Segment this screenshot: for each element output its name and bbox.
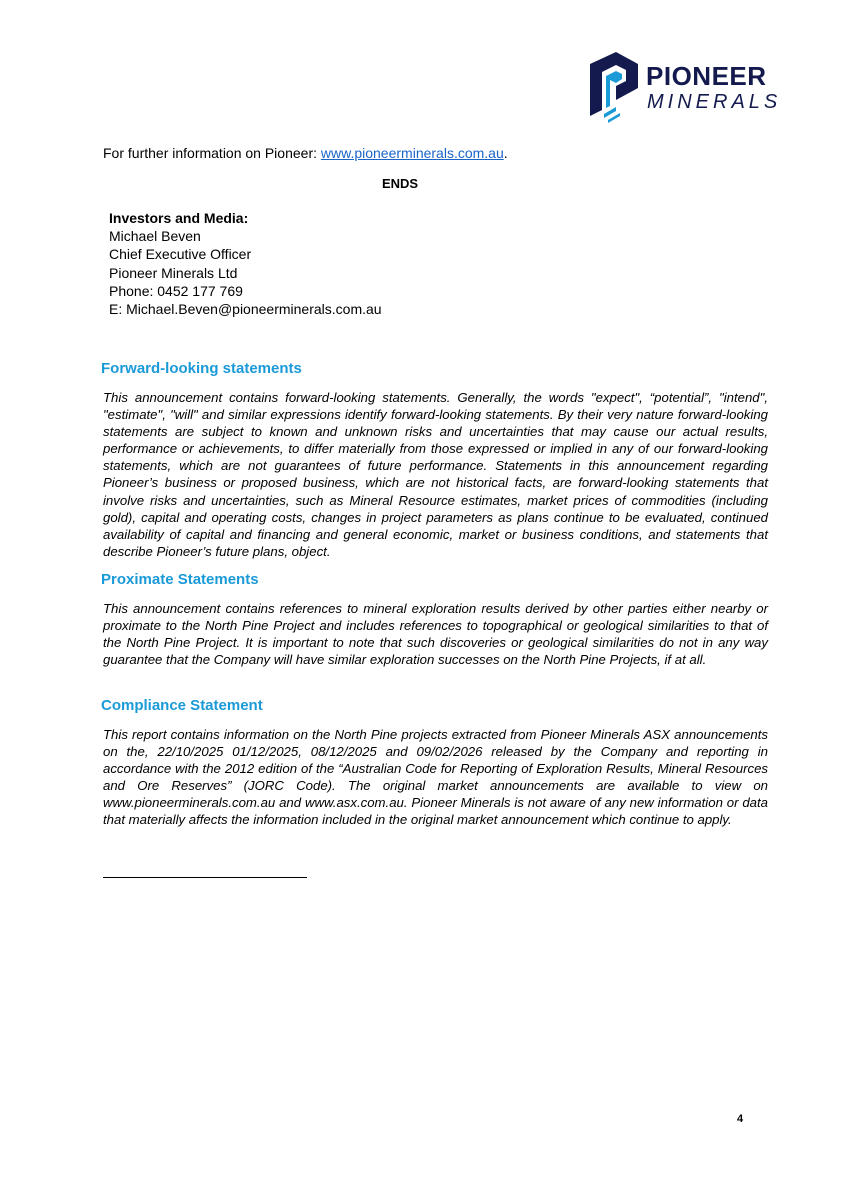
logo-word-pioneer: PIONEER [646, 61, 767, 91]
pioneer-minerals-logo [586, 50, 782, 126]
contact-email: E: Michael.Beven@pioneerminerals.com.au [109, 301, 382, 318]
contact-title: Chief Executive Officer [109, 246, 252, 263]
ends-marker: ENDS [381, 176, 419, 191]
section-body-proximate: This announcement contains references to mineral exploration results derived by other parties either nearby or proximate to the North Pine Project and includes references to topographical or geological similarities to that of the North Pine Project. It is important to note that such discoveries or geological similarities do not in any way guarantee that the Company will have similar exploration successes on the North Pine Projects, if at all. [103, 601, 768, 668]
contact-block [109, 209, 382, 318]
contact-company: Pioneer Minerals Ltd [109, 264, 238, 281]
website-link[interactable]: www.pioneerminerals.com.au [320, 145, 504, 161]
contact-heading: Investors and Media: [109, 210, 249, 226]
footnote-rule [103, 877, 307, 878]
logo-word-minerals: MINERALS [647, 91, 782, 113]
section-body-compliance: This report contains information on the North Pine projects extracted from Pioneer Minerals ASX announcements on the, 22/10/2025 01/12/2025, 08/12/2025 and 09/02/2026 released by the Company and reporting in accordance with the 2012 edition of the “Australian Code for Reporting of Exploration Results, Mineral Resources and Ore Reserves” (JORC Code). The original market announcements are available to view on www.pioneerminerals.com.au and www.asx.com.au. Pioneer Minerals is not aware of any new information or data that materially affects the information included in the original market announcement which continue to apply. [103, 727, 768, 828]
section-title-forward-looking: Forward-looking statements [101, 360, 302, 377]
logo-mark-icon [586, 50, 646, 126]
section-title-compliance: Compliance Statement [101, 697, 263, 714]
section-body-forward-looking: This announcement contains forward-looking statements. Generally, the words "expect", “potential”, "intend", "estimate", "will" and similar expressions identify forward-looking statements. By their very nature forward-looking statements are subject to known and unknown risks and uncertainties that may cause our actual results, performance or achievements, to differ materially from those expressed or implied in any of our forward-looking statements, which are not guarantees of future performance. Statements in this announcement regarding Pioneer’s business or proposed business, which are not historical facts, are forward-looking statements that involve risks and uncertainties, such as Mineral Resource estimates, market prices of commodities (including gold), capital and operating costs, changes in project parameters as plans continue to be evaluated, continued availability of capital and financing and general economic, market or business conditions, and statements that describe Pioneer’s future plans, object. [103, 390, 768, 559]
contact-name: Michael Beven [109, 228, 201, 245]
further-info-prefix: For further information on Pioneer: [103, 145, 321, 161]
further-info-suffix: . [503, 145, 508, 161]
contact-phone: Phone: 0452 177 769 [109, 282, 243, 299]
page-number: 4 [737, 1113, 744, 1125]
further-info-line [103, 145, 508, 161]
section-title-proximate: Proximate Statements [101, 571, 259, 588]
